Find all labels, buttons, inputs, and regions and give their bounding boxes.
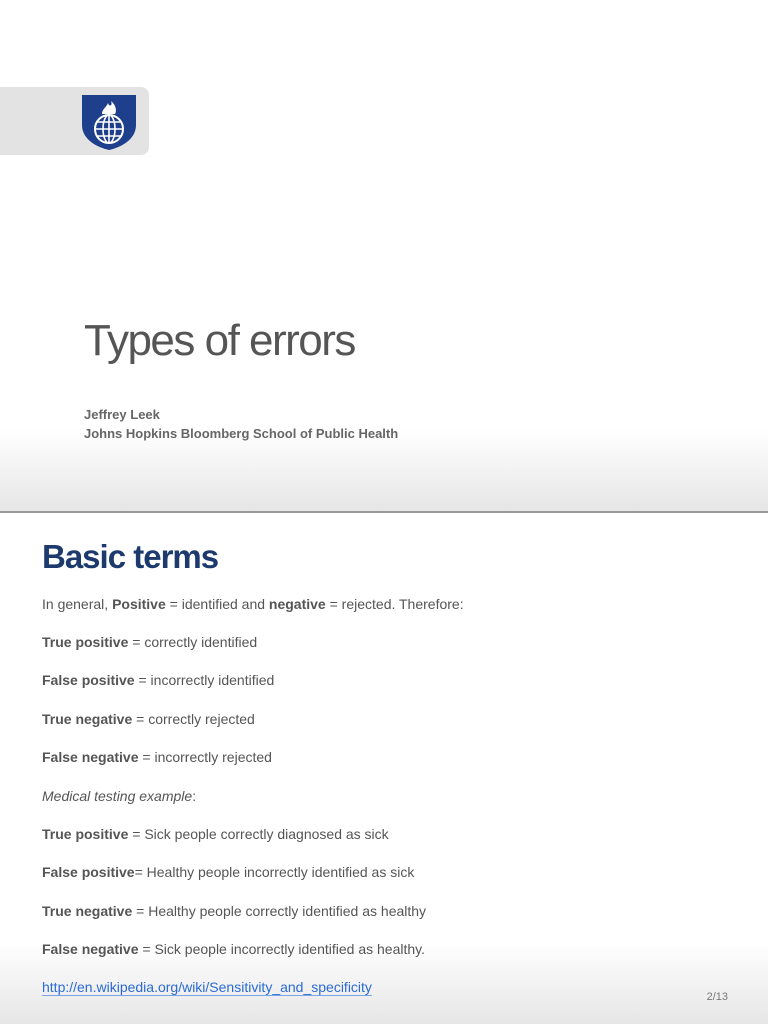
example-line: [42, 903, 426, 919]
term-name: False negative: [42, 749, 139, 765]
term-line: [42, 634, 257, 650]
term-name: True negative: [42, 711, 133, 727]
author-affiliation: Johns Hopkins Bloomberg School of Public Health: [84, 426, 399, 441]
term-name: True positive: [42, 634, 129, 650]
wikipedia-link[interactable]: http://en.wikipedia.org/wiki/Sensitivity_and_specificity: [42, 979, 372, 995]
intro-post: = rejected. Therefore:: [325, 596, 464, 612]
author-block: [84, 405, 398, 443]
example-label-text: Medical testing example: [42, 788, 193, 804]
example-term: True negative: [42, 903, 133, 919]
author-name: Jeffrey Leek: [84, 407, 160, 422]
example-label: [42, 788, 196, 804]
term-def: = incorrectly identified: [134, 672, 275, 688]
example-def: = Sick people incorrectly identified as healthy.: [138, 941, 426, 957]
intro-negative: negative: [268, 596, 326, 612]
logo-bar: [0, 87, 149, 155]
example-def: = Healthy people correctly identified as healthy: [132, 903, 427, 919]
intro-mid: = identified and: [165, 596, 269, 612]
intro-line: [42, 596, 464, 612]
page-number: 2/13: [706, 991, 728, 1003]
example-line: [42, 826, 389, 842]
term-line: [42, 749, 272, 765]
example-term: True positive: [42, 826, 129, 842]
intro-positive: Positive: [112, 596, 166, 612]
example-line: [42, 941, 425, 957]
title-slide: [0, 0, 768, 511]
content-slide: [0, 513, 768, 1024]
term-def: = correctly rejected: [132, 711, 255, 727]
term-line: [42, 711, 255, 727]
slide-title: Types of errors: [84, 316, 355, 365]
example-colon: :: [192, 788, 197, 804]
example-term: False positive: [42, 864, 135, 880]
example-term: False negative: [42, 941, 139, 957]
term-name: False positive: [42, 672, 135, 688]
intro-pre: In general,: [42, 596, 113, 612]
jhu-shield-logo-icon: [80, 93, 138, 151]
slide-heading: Basic terms: [42, 538, 219, 575]
example-def: = Healthy people incorrectly identified as sick: [134, 864, 415, 880]
example-def: = Sick people correctly diagnosed as sick: [128, 826, 389, 842]
term-def: = correctly identified: [128, 634, 258, 650]
term-def: = incorrectly rejected: [138, 749, 272, 765]
term-line: [42, 672, 274, 688]
example-line: [42, 864, 414, 880]
